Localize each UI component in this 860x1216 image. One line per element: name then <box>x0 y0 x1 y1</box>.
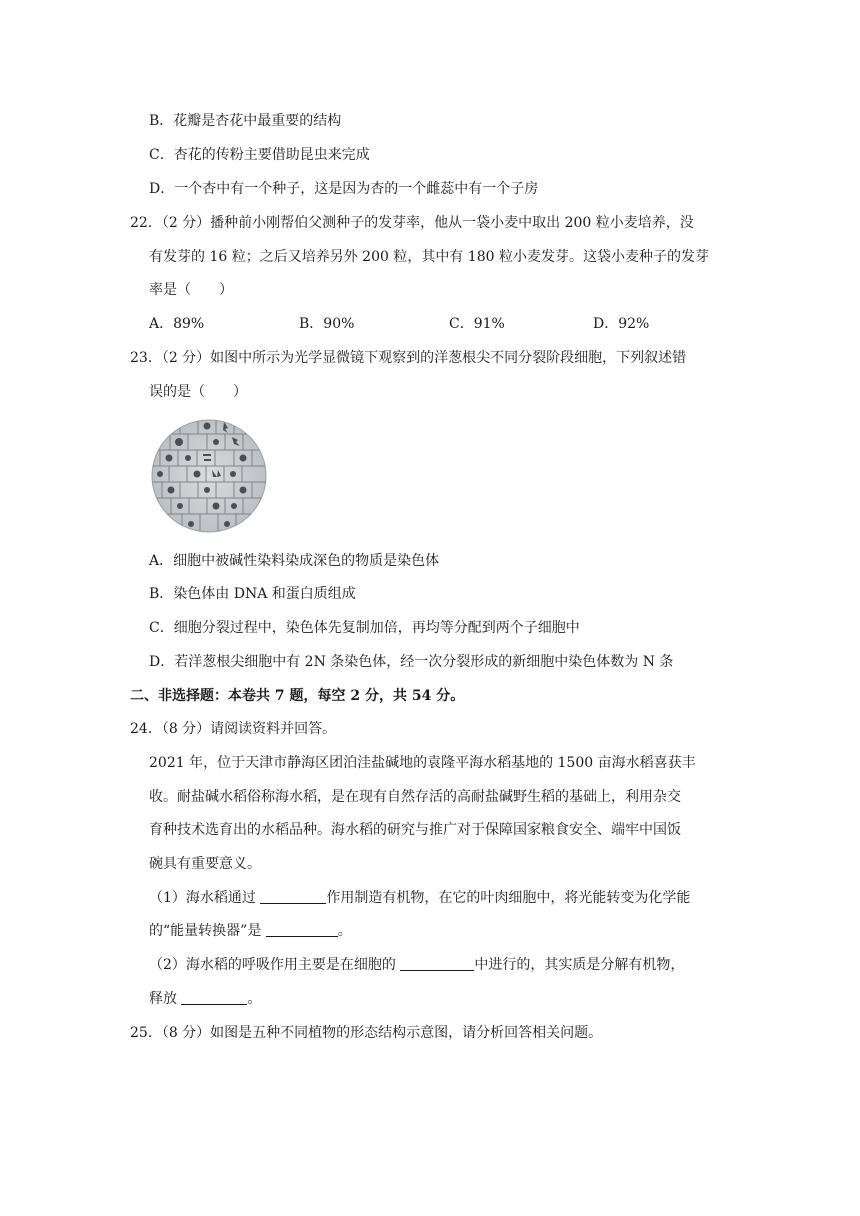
q21-option-c: C．杏花的传粉主要借助昆虫来完成 <box>149 147 370 163</box>
answer-blank-2[interactable] <box>266 922 338 937</box>
onion-root-tip-micrograph <box>150 418 268 534</box>
section-heading: 二、非选择题：本卷共 7 题，每空 2 分，共 54 分。 <box>130 688 465 704</box>
q24-passage-line2: 收。耐盐碱水稻俗称海水稻，是在现有自然存活的高耐盐碱野生稻的基础上，利用杂交 <box>149 789 681 805</box>
q23-stem-line1: 23．（2 分）如图中所示为光学显微镜下观察到的洋葱根尖不同分裂阶段细胞，下列叙述错 <box>130 350 687 366</box>
q24-subq1-line1 <box>149 888 690 908</box>
q24-subq2-text-a: （2）海水稻的呼吸作用主要是在细胞的 <box>149 957 401 973</box>
q24-subq2-text-d: 。 <box>247 991 262 1007</box>
answer-blank-1[interactable] <box>260 889 326 904</box>
q24-subq1-line2 <box>149 921 352 941</box>
q23-option-d: D．若洋葱根尖细胞中有 2N 条染色体，经一次分裂形成的新细胞中染色体数为 N 条 <box>149 654 674 670</box>
q22-stem-line3: 率是（ ） <box>149 282 233 298</box>
q22-stem-line2: 有发芽的 16 粒；之后又培养另外 200 粒，其中有 180 粒小麦发芽。这袋小麦种子的发芽 <box>149 249 709 265</box>
q24-passage-line1: 2021 年，位于天津市静海区团泊洼盐碱地的袁隆平海水稻基地的 1500 亩海水稻喜获丰 <box>149 755 696 771</box>
q24-subq1-text-d: 。 <box>337 923 352 939</box>
q21-option-b: B．花瓣是杏花中最重要的结构 <box>149 113 342 129</box>
q23-option-b: B．染色体由 DNA 和蛋白质组成 <box>149 586 356 602</box>
answer-blank-3[interactable] <box>400 956 474 971</box>
q24-subq1-text-c: 的“能量转换器”是 <box>149 923 266 939</box>
q22-option-b: B．90% <box>299 316 355 332</box>
q24-subq2-text-c: 释放 <box>149 991 182 1007</box>
answer-blank-4[interactable] <box>181 990 247 1005</box>
q24-subq1-text-b: 作用制造有机物，在它的叶肉细胞中，将光能转变为化学能 <box>326 890 691 906</box>
q24-subq2-line2 <box>149 989 261 1009</box>
q24-subq2-line1 <box>149 955 684 975</box>
q24-stem: 24．（8 分）请阅读资料并回答。 <box>130 721 337 737</box>
q23-option-a: A．细胞中被碱性染料染成深色的物质是染色体 <box>149 553 440 569</box>
q22-option-d: D．92% <box>593 316 650 332</box>
q23-stem-line2: 误的是（ ） <box>149 384 247 400</box>
q24-subq2-text-b: 中进行的，其实质是分解有机物， <box>474 957 685 973</box>
q24-passage-line4: 碗具有重要意义。 <box>149 856 261 872</box>
q22-option-a: A．89% <box>149 316 205 332</box>
q23-option-c: C．细胞分裂过程中，染色体先复制加倍，再均等分配到两个子细胞中 <box>149 620 580 636</box>
q21-option-d: D．一个杏中有一个种子，这是因为杏的一个雌蕊中有一个子房 <box>149 181 539 197</box>
q22-stem-line1: 22．（2 分）播种前小刚帮伯父测种子的发芽率，他从一袋小麦中取出 200 粒小麦培养，没 <box>130 215 694 231</box>
q22-option-c: C．91% <box>449 316 505 332</box>
q25-stem: 25．（8 分）如图是五种不同植物的形态结构示意图，请分析回答相关问题。 <box>130 1025 603 1041</box>
q24-subq1-text-a: （1）海水稻通过 <box>149 890 261 906</box>
q24-passage-line3: 育种技术选育出的水稻品种。海水稻的研究与推广对于保障国家粮食安全、端牢中国饭 <box>149 822 681 838</box>
